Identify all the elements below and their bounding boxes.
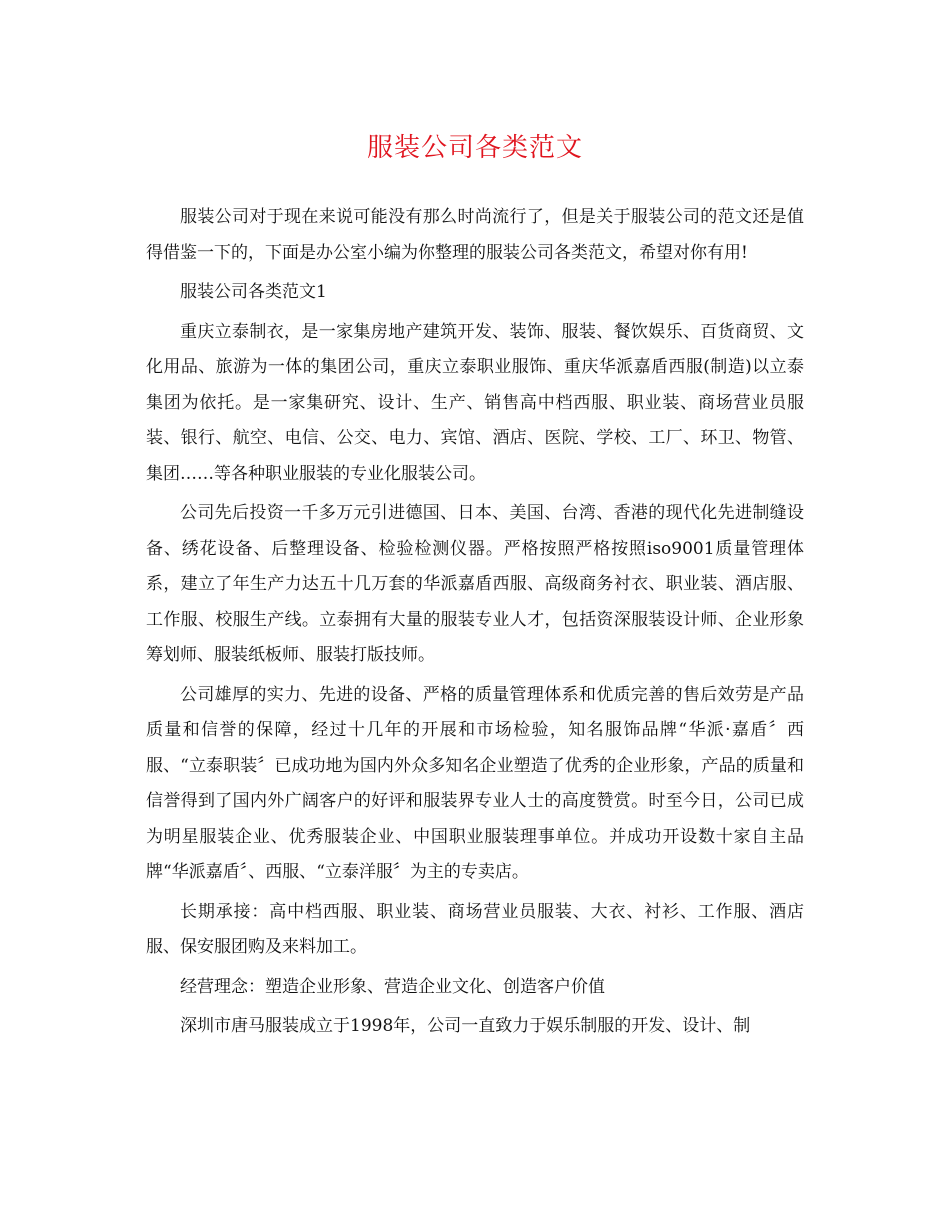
paragraph-intro: 服装公司对于现在来说可能没有那么时尚流行了，但是关于服装公司的范文还是值得借鉴一下的，下面是办公室小编为你整理的服装公司各类范文，希望对你有用! — [146, 207, 804, 263]
section-heading: 服装公司各类范文1 — [180, 282, 327, 302]
paragraph: 深圳市唐马服装成立于1998年，公司一直致力于娱乐制服的开发、设计、制 — [180, 1016, 751, 1036]
document-body — [146, 200, 804, 1049]
paragraph: 经营理念：塑造企业形象、营造企业文化、创造客户价值 — [180, 976, 605, 997]
paragraph: 公司雄厚的实力、先进的设备、严格的质量管理体系和优质完善的售后效劳是产品质量和信誉的保障，经过十几年的开展和市场检验，知名服饰品牌“华派·嘉盾〞西服、“立泰职装〞已成功地为国内外众多知名企业塑造了优秀的企业形象，产品的质量和信誉得到了国内外广阔客户的好评和服装界专业人士的高度赞赏。时至今日，公司已成为明星服装企业、优秀服装企业、中国职业服装理事单位。并成功开设数十家自主品牌“华派嘉盾〞、西服、“立泰洋服〞为主的专卖店。 — [146, 684, 804, 882]
paragraph: 长期承接：高中档西服、职业装、商场营业员服装、大衣、衬衫、工作服、酒店服、保安服团购及来料加工。 — [146, 901, 804, 957]
document-title: 服装公司各类范文 — [366, 133, 583, 163]
paragraph: 重庆立泰制衣，是一家集房地产建筑开发、装饰、服装、餐饮娱乐、百货商贸、文化用品、旅游为一体的集团公司，重庆立泰职业服饰、重庆华派嘉盾西服(制造)以立泰集团为依托。是一家集研究、设计、生产、销售高中档西服、职业装、商场营业员服装、银行、航空、电信、公交、电力、宾馆、酒店、医院、学校、工厂、环卫、物管、集团……等各种职业服装的专业化服装公司。 — [146, 321, 804, 484]
paragraph: 公司先后投资一千多万元引进德国、日本、美国、台湾、香港的现代化先进制缝设备、绣花设备、后整理设备、检验检测仪器。严格按照严格按照iso9001质量管理体系，建立了年生产力达五十几万套的华派嘉盾西服、高级商务衬衣、职业装、酒店服、工作服、校服生产线。立泰拥有大量的服装专业人才，包括资深服装设计师、企业形象筹划师、服装纸板师、服装打版技师。 — [146, 503, 804, 665]
